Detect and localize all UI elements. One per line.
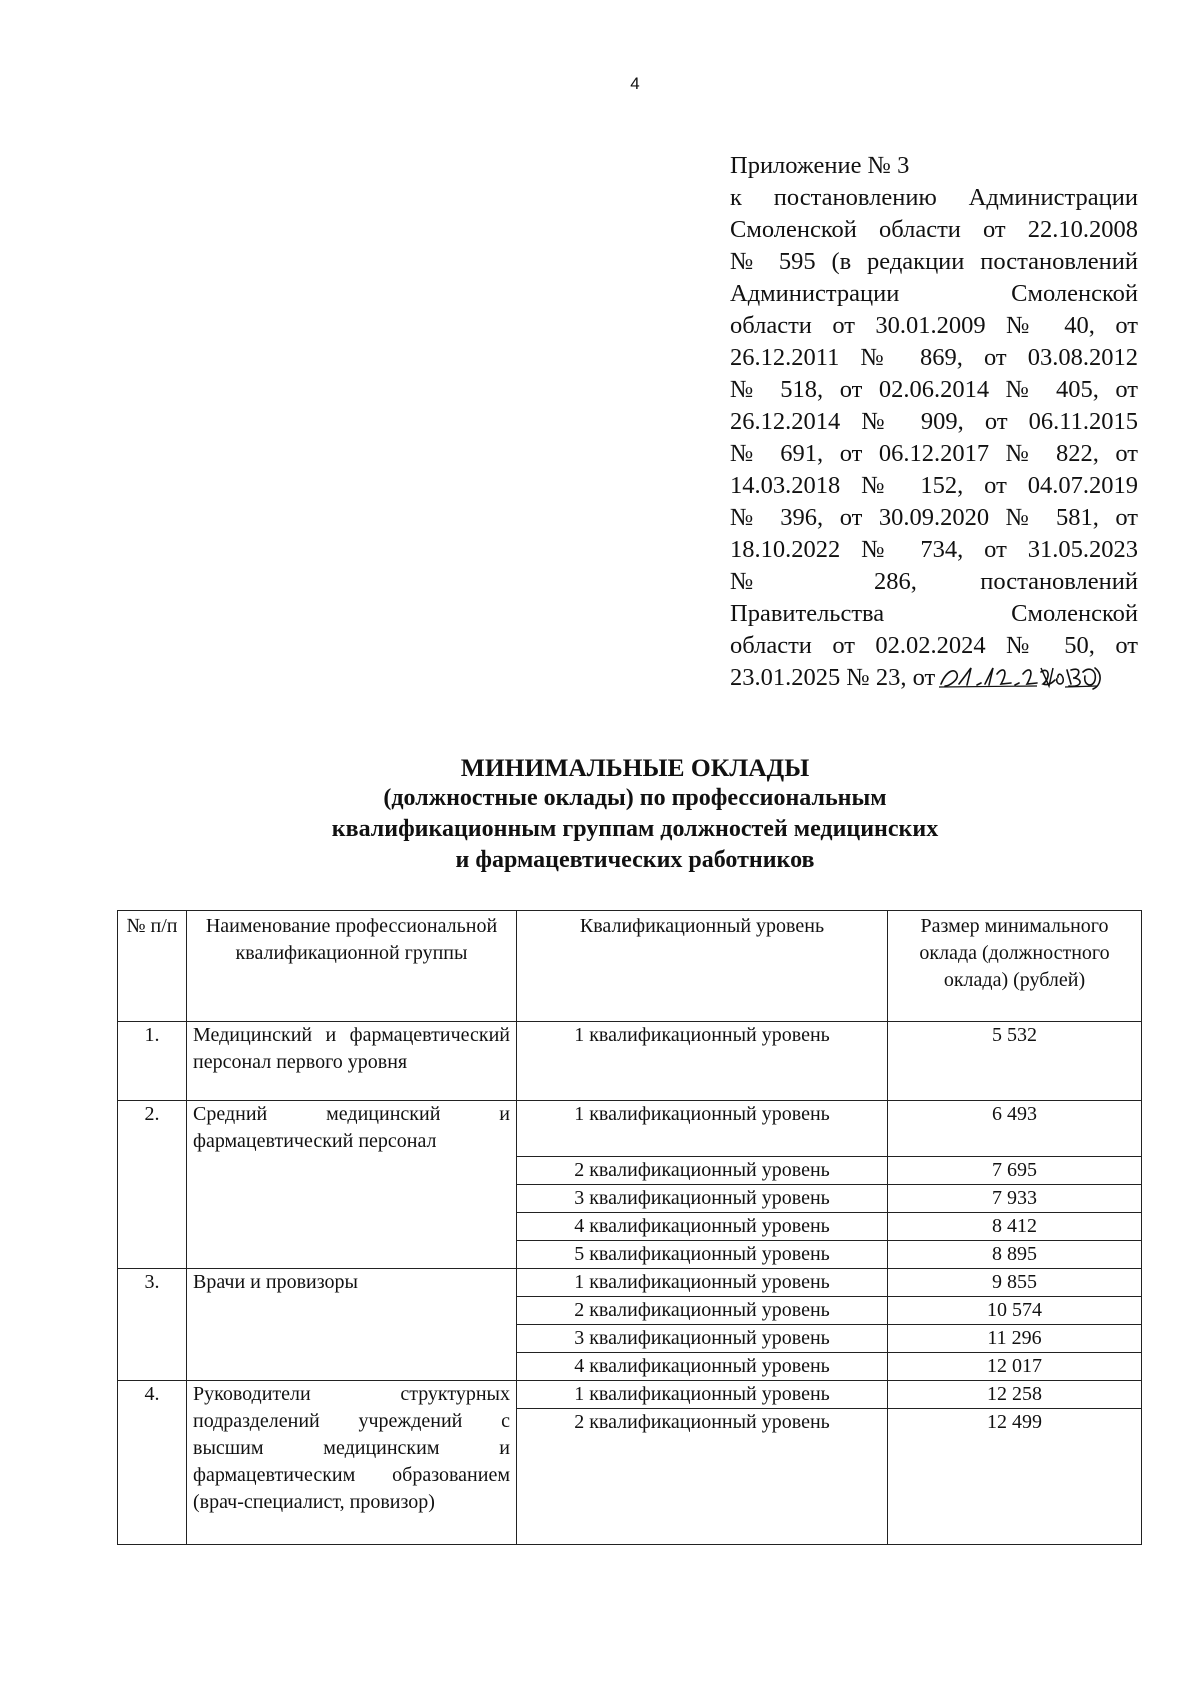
amount-cell: 12 017	[888, 1353, 1142, 1381]
annex-line: № 595 (в редакции постановлений	[730, 248, 1138, 275]
annex-line: № 691, от 06.12.2017 № 822, от	[730, 440, 1138, 467]
amount-cell: 7 695	[888, 1157, 1142, 1185]
level-cell: 1 квалификационный уровень	[517, 1022, 888, 1101]
header-level: Квалификационный уровень	[517, 911, 888, 1022]
amount-cell: 12 499	[888, 1409, 1142, 1545]
level-cell: 2 квалификационный уровень	[517, 1297, 888, 1325]
handwritten-date-signature	[937, 664, 1102, 690]
annex-line: 14.03.2018 № 152, от 04.07.2019	[730, 472, 1138, 499]
title-line: и фармацевтических работников	[455, 847, 815, 873]
title-main: МИНИМАЛЬНЫЕ ОКЛАДЫ	[460, 753, 810, 782]
amount-cell: 8 895	[888, 1241, 1142, 1269]
annex-line: № 396, от 30.09.2020 № 581, от	[730, 504, 1138, 531]
group-name: Медицинский и фармацевтический персонал первого уровня	[187, 1022, 517, 1101]
annex-line: Приложение № 3	[730, 152, 910, 179]
table-row	[118, 1381, 1142, 1409]
annex-line: области от 02.02.2024 № 50, от	[730, 632, 1138, 659]
title-line: квалификационным группам должностей медицинских	[331, 816, 939, 842]
group-number: 4.	[118, 1381, 187, 1545]
level-cell: 3 квалификационный уровень	[517, 1325, 888, 1353]
amount-cell: 10 574	[888, 1297, 1142, 1325]
amount-cell: 12 258	[888, 1381, 1142, 1409]
level-cell: 4 квалификационный уровень	[517, 1213, 888, 1241]
level-cell: 1 квалификационный уровень	[517, 1101, 888, 1157]
annex-reference-block	[730, 150, 1138, 694]
annex-line: Администрации Смоленской	[730, 280, 1138, 307]
annex-line: Правительства Смоленской	[730, 600, 1138, 627]
group-name: Средний медицинский и фармацевтический персонал	[187, 1101, 517, 1269]
annex-line: области от 30.01.2009 № 40, от	[730, 312, 1138, 339]
amount-cell: 6 493	[888, 1101, 1142, 1157]
annex-line: 18.10.2022 № 734, от 31.05.2023	[730, 536, 1138, 563]
amount-cell: 7 933	[888, 1185, 1142, 1213]
group-number: 2.	[118, 1101, 187, 1269]
table-row	[118, 1022, 1142, 1101]
annex-line: к постановлению Администрации	[730, 184, 1138, 211]
document-title	[0, 752, 1200, 876]
level-cell: 4 квалификационный уровень	[517, 1353, 888, 1381]
group-number: 3.	[118, 1269, 187, 1381]
amount-cell: 11 296	[888, 1325, 1142, 1353]
table-row	[118, 1269, 1142, 1297]
header-group: Наименование профессиональной квалификационной группы	[187, 911, 517, 1022]
annex-last-line-text: 23.01.2025 № 23, от	[730, 664, 936, 691]
level-cell: 5 квалификационный уровень	[517, 1241, 888, 1269]
annex-line: 26.12.2014 № 909, от 06.11.2015	[730, 408, 1138, 435]
group-name: Руководители структурных подразделений учреждений с высшим медицинским и фармацевтическим образованием (врач-специалист, провизор)	[187, 1381, 517, 1545]
salary-table	[117, 910, 1142, 1545]
annex-line: № 518, от 02.06.2014 № 405, от	[730, 376, 1138, 403]
level-cell: 2 квалификационный уровень	[517, 1157, 888, 1185]
amount-cell: 9 855	[888, 1269, 1142, 1297]
group-number: 1.	[118, 1022, 187, 1101]
title-line: (должностные оклады) по профессиональным	[383, 785, 887, 811]
page-number: 4	[630, 74, 640, 93]
annex-last-line	[730, 662, 1138, 694]
amount-cell: 5 532	[888, 1022, 1142, 1101]
table-row	[118, 1101, 1142, 1157]
annex-line: 26.12.2011 № 869, от 03.08.2012	[730, 344, 1138, 371]
group-name: Врачи и провизоры	[187, 1269, 517, 1381]
annex-line: № 286, постановлений	[730, 568, 1138, 595]
level-cell: 3 квалификационный уровень	[517, 1185, 888, 1213]
annex-line: Смоленской области от 22.10.2008	[730, 216, 1138, 243]
header-num: № п/п	[118, 911, 187, 1022]
level-cell: 1 квалификационный уровень	[517, 1381, 888, 1409]
level-cell: 2 квалификационный уровень	[517, 1409, 888, 1545]
amount-cell: 8 412	[888, 1213, 1142, 1241]
table-header-row	[118, 911, 1142, 1022]
header-salary: Размер минимального оклада (должностного оклада) (рублей)	[888, 911, 1142, 1022]
level-cell: 1 квалификационный уровень	[517, 1269, 888, 1297]
